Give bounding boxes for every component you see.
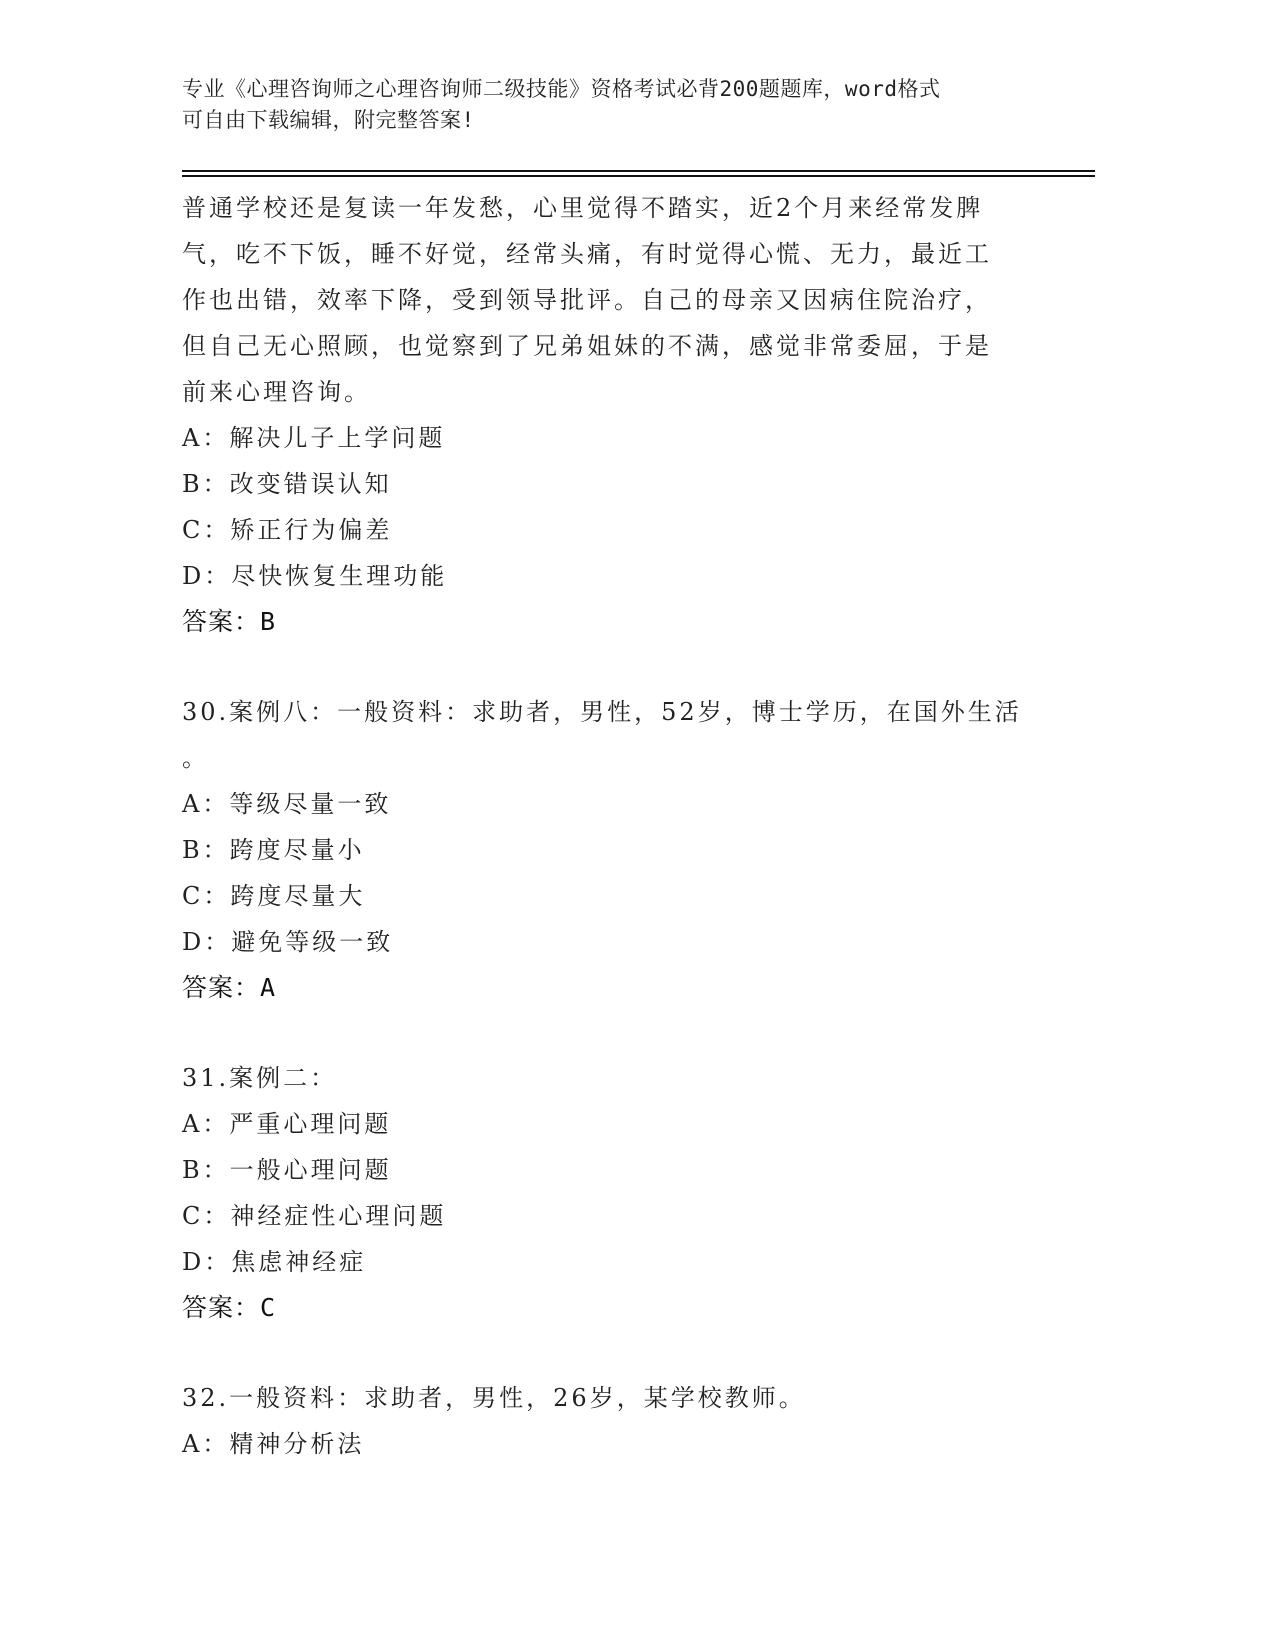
- option-d: D：尽快恢复生理功能: [182, 562, 448, 590]
- page-header: [182, 74, 1062, 136]
- option-b: B：改变错误认知: [182, 470, 392, 498]
- answer-line: 答案：B: [182, 607, 277, 636]
- option-d: D：避免等级一致: [182, 928, 394, 956]
- question-stem: 30.案例八：一般资料：求助者，男性，52岁，博士学历，在国外生活: [182, 698, 1022, 726]
- header-title-line1: 专业《心理咨询师之心理咨询师二级技能》资格考试必背200题题库，word格式: [182, 77, 941, 101]
- option-b: B：一般心理问题: [182, 1156, 392, 1184]
- continued-question: [182, 185, 1082, 645]
- answer-line: 答案：A: [182, 973, 277, 1002]
- question-31: [182, 1055, 1082, 1331]
- header-rule-bottom: [182, 175, 1095, 177]
- question-text-line: 但自己无心照顾，也觉察到了兄弟姐妹的不满，感觉非常委屈，于是: [182, 332, 992, 360]
- question-text-line: 前来心理咨询。: [182, 378, 371, 406]
- option-c: C：矫正行为偏差: [182, 516, 393, 544]
- question-text-line: 气，吃不下饭，睡不好觉，经常头痛，有时觉得心慌、无力，最近工: [182, 240, 992, 268]
- option-a: A：等级尽量一致: [182, 790, 392, 818]
- question-text-line: 普通学校还是复读一年发愁，心里觉得不踏实，近2个月来经常发脾: [182, 194, 984, 222]
- option-a: A：精神分析法: [182, 1430, 365, 1458]
- question-stem: 32.一般资料：求助者，男性，26岁，某学校教师。: [182, 1384, 806, 1412]
- question-30: [182, 689, 1082, 1011]
- option-a: A：解决儿子上学问题: [182, 424, 446, 452]
- question-stem: 31.案例二：: [182, 1064, 338, 1092]
- question-text-line: 作也出错，效率下降，受到领导批评。自己的母亲又因病住院治疗，: [182, 286, 992, 314]
- option-c: C：跨度尽量大: [182, 882, 366, 910]
- option-d: D：焦虑神经症: [182, 1248, 367, 1276]
- header-title-line2: 可自由下载编辑，附完整答案!: [182, 108, 475, 132]
- option-b: B：跨度尽量小: [182, 836, 365, 864]
- option-a: A：严重心理问题: [182, 1110, 392, 1138]
- question-stem-continuation: 。: [182, 744, 209, 772]
- option-c: C：神经症性心理问题: [182, 1202, 447, 1230]
- header-rule-top: [182, 170, 1095, 172]
- document-body: [182, 185, 1082, 1467]
- answer-line: 答案：C: [182, 1293, 277, 1322]
- question-32: [182, 1375, 1082, 1467]
